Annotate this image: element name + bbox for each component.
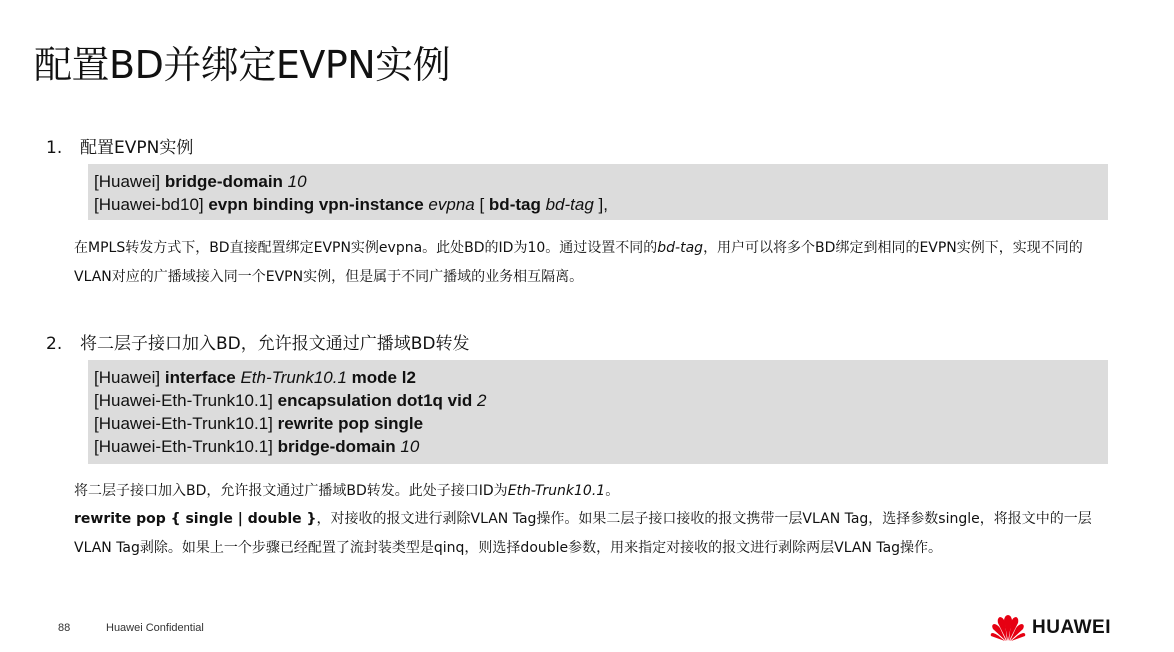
code-param: Eth-Trunk10.1 bbox=[235, 368, 347, 387]
huawei-flower-icon bbox=[990, 614, 1026, 642]
code-command: bd-tag bbox=[488, 195, 541, 214]
page-title: 配置BD并绑定EVPN实例 bbox=[34, 43, 451, 87]
code-line bbox=[94, 170, 1102, 193]
code-command: evpn binding vpn-instance bbox=[208, 195, 424, 214]
rewrite-description bbox=[74, 505, 1104, 563]
code-bracket: [ bbox=[474, 195, 489, 214]
desc-param: Eth-Trunk10.1 bbox=[507, 483, 606, 499]
code-line bbox=[94, 412, 1102, 435]
code-prompt: [Huawei-Eth-Trunk10.1] bbox=[94, 414, 278, 433]
code-prompt: [Huawei] bbox=[94, 172, 165, 191]
step-2-label: 将二层子接口加入BD，允许报文通过广播域BD转发 bbox=[80, 334, 470, 354]
code-bracket: ], bbox=[593, 195, 608, 214]
code-param: evpna bbox=[423, 195, 475, 214]
code-prompt: [Huawei-bd10] bbox=[94, 195, 209, 214]
logo-text: HUAWEI bbox=[1032, 617, 1111, 638]
code-prompt: [Huawei] bbox=[94, 368, 165, 387]
code-line bbox=[94, 435, 1102, 458]
code-param: 2 bbox=[472, 391, 487, 410]
code-prompt: [Huawei-Eth-Trunk10.1] bbox=[94, 391, 278, 410]
confidential-label: Huawei Confidential bbox=[106, 622, 204, 634]
step-2-code-block bbox=[88, 360, 1108, 464]
desc-text: ，对接收的报文进行剥除VLAN Tag操作。如果二层子接口接收的报文携带一层VLAN Tag，选择参数single，将报文中的一层VLAN Tag剥除。如果上一个步骤已经配置了流封装类型是qinq，则选择double参数，用来指定对接收的报文进行剥除两层VLAN Tag操作。 bbox=[74, 511, 1092, 556]
code-command: mode l2 bbox=[346, 368, 416, 387]
code-line bbox=[94, 389, 1102, 412]
code-line bbox=[94, 193, 1102, 216]
code-param: 10 bbox=[395, 437, 420, 456]
code-command: interface bbox=[164, 368, 236, 387]
code-line bbox=[94, 366, 1102, 389]
step-1-label: 配置EVPN实例 bbox=[80, 138, 194, 158]
step-2-number: 2. bbox=[46, 334, 63, 354]
code-param: 10 bbox=[282, 172, 307, 191]
page-number: 88 bbox=[58, 622, 71, 634]
step-1-number: 1. bbox=[46, 138, 63, 158]
code-command: bridge-domain bbox=[164, 172, 283, 191]
huawei-logo bbox=[990, 612, 1120, 644]
code-command: encapsulation dot1q vid bbox=[277, 391, 473, 410]
code-command: rewrite pop single bbox=[277, 414, 424, 433]
desc-command: rewrite pop { single | double } bbox=[74, 511, 317, 527]
code-command: bridge-domain bbox=[277, 437, 396, 456]
step-1-heading bbox=[46, 133, 193, 158]
step-2-description bbox=[74, 477, 1104, 506]
code-param: bd-tag bbox=[540, 195, 594, 214]
step-2-heading bbox=[46, 329, 470, 354]
desc-text: 。 bbox=[605, 483, 620, 499]
code-prompt: [Huawei-Eth-Trunk10.1] bbox=[94, 437, 278, 456]
step-1-description bbox=[74, 234, 1104, 292]
desc-text: 将二层子接口加入BD，允许报文通过广播域BD转发。此处子接口ID为 bbox=[74, 483, 508, 499]
step-1-code-block bbox=[88, 164, 1108, 220]
desc-text: ，用户可以将多个BD绑定到相同的EVPN实例下，实现不同的VLAN对应的广播域接入同一个EVPN实例，但是属于不同广播域的业务相互隔离。 bbox=[74, 240, 1083, 285]
desc-param: bd-tag bbox=[657, 240, 704, 256]
desc-text: 在MPLS转发方式下，BD直接配置绑定EVPN实例evpna。此处BD的ID为10。通过设置不同的 bbox=[74, 240, 658, 256]
